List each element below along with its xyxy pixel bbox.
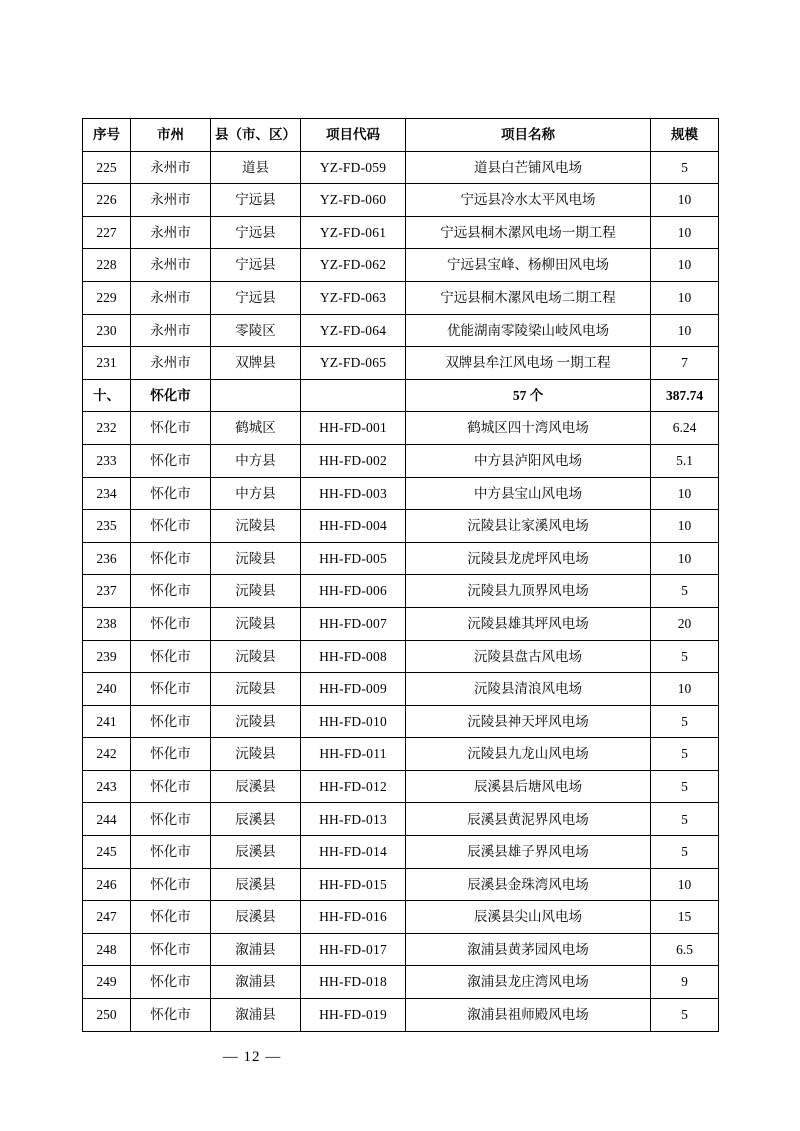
cell-no: 231 [83,347,131,380]
cell-city: 怀化市 [131,999,211,1032]
cell-no: 226 [83,184,131,217]
cell-city: 永州市 [131,151,211,184]
column-header-no: 序号 [83,119,131,152]
cell-city: 怀化市 [131,542,211,575]
cell-scale: 7 [651,347,719,380]
cell-code: HH-FD-008 [301,640,406,673]
cell-city: 永州市 [131,281,211,314]
cell-county: 中方县 [211,477,301,510]
cell-city: 怀化市 [131,412,211,445]
cell-name: 溆浦县黄茅园风电场 [406,933,651,966]
cell-county: 沅陵县 [211,510,301,543]
cell-county: 溆浦县 [211,999,301,1032]
cell-scale: 5 [651,770,719,803]
cell-name: 沅陵县神天坪风电场 [406,705,651,738]
cell-city: 怀化市 [131,901,211,934]
cell-scale: 20 [651,607,719,640]
cell-name: 沅陵县雄其坪风电场 [406,607,651,640]
cell-county: 鹤城区 [211,412,301,445]
cell-no: 230 [83,314,131,347]
cell-code: HH-FD-012 [301,770,406,803]
table-row [83,151,719,184]
project-list-table [82,118,719,1032]
cell-no: 229 [83,281,131,314]
cell-county: 宁远县 [211,249,301,282]
cell-county: 中方县 [211,444,301,477]
cell-county: 宁远县 [211,216,301,249]
cell-name: 溆浦县祖师殿风电场 [406,999,651,1032]
cell-no: 十、 [83,379,131,412]
cell-scale: 387.74 [651,379,719,412]
cell-city: 永州市 [131,347,211,380]
cell-city: 怀化市 [131,966,211,999]
cell-name: 宁远县宝峰、杨柳田风电场 [406,249,651,282]
cell-scale: 5 [651,836,719,869]
cell-code: YZ-FD-061 [301,216,406,249]
cell-name: 辰溪县后塘风电场 [406,770,651,803]
cell-name: 辰溪县尖山风电场 [406,901,651,934]
cell-name: 辰溪县黄泥界风电场 [406,803,651,836]
cell-no: 243 [83,770,131,803]
cell-scale: 5 [651,999,719,1032]
cell-city: 怀化市 [131,933,211,966]
table-row [83,542,719,575]
cell-code: YZ-FD-060 [301,184,406,217]
table-row [83,347,719,380]
cell-scale: 10 [651,542,719,575]
cell-code: HH-FD-015 [301,868,406,901]
cell-name: 沅陵县九顶界风电场 [406,575,651,608]
cell-scale: 9 [651,966,719,999]
cell-city: 怀化市 [131,477,211,510]
cell-scale: 10 [651,184,719,217]
cell-name: 辰溪县金珠湾风电场 [406,868,651,901]
cell-scale: 10 [651,314,719,347]
cell-code: HH-FD-010 [301,705,406,738]
table-row [83,575,719,608]
table-section-row [83,379,719,412]
cell-name: 沅陵县盘古风电场 [406,640,651,673]
cell-no: 245 [83,836,131,869]
table-row [83,901,719,934]
cell-county: 辰溪县 [211,868,301,901]
cell-no: 239 [83,640,131,673]
cell-city: 怀化市 [131,770,211,803]
cell-no: 228 [83,249,131,282]
table-row [83,444,719,477]
cell-county: 宁远县 [211,184,301,217]
table-row [83,705,719,738]
cell-no: 241 [83,705,131,738]
cell-county: 溆浦县 [211,966,301,999]
cell-no: 235 [83,510,131,543]
cell-code: YZ-FD-059 [301,151,406,184]
cell-name: 溆浦县龙庄湾风电场 [406,966,651,999]
cell-scale: 10 [651,477,719,510]
cell-code: HH-FD-007 [301,607,406,640]
cell-city: 怀化市 [131,607,211,640]
cell-county: 沅陵县 [211,705,301,738]
cell-no: 240 [83,673,131,706]
cell-scale: 10 [651,673,719,706]
column-header-name: 项目名称 [406,119,651,152]
cell-name: 优能湖南零陵梁山岐风电场 [406,314,651,347]
cell-county: 溆浦县 [211,933,301,966]
cell-code: HH-FD-019 [301,999,406,1032]
table-row [83,281,719,314]
cell-name: 中方县泸阳风电场 [406,444,651,477]
cell-no: 227 [83,216,131,249]
cell-scale: 5 [651,151,719,184]
cell-no: 234 [83,477,131,510]
page-number [0,1049,800,1066]
cell-city: 怀化市 [131,510,211,543]
cell-city: 怀化市 [131,444,211,477]
cell-no: 242 [83,738,131,771]
table-row [83,216,719,249]
column-header-code: 项目代码 [301,119,406,152]
cell-city: 怀化市 [131,673,211,706]
cell-county: 宁远县 [211,281,301,314]
cell-county: 辰溪县 [211,836,301,869]
cell-county: 沅陵县 [211,738,301,771]
cell-no: 246 [83,868,131,901]
table-row [83,803,719,836]
column-header-city: 市州 [131,119,211,152]
cell-name: 沅陵县让家溪风电场 [406,510,651,543]
cell-scale: 10 [651,216,719,249]
cell-scale: 10 [651,281,719,314]
cell-code: HH-FD-016 [301,901,406,934]
table-row [83,412,719,445]
cell-county: 沅陵县 [211,673,301,706]
cell-scale: 15 [651,901,719,934]
cell-code: HH-FD-013 [301,803,406,836]
cell-code: HH-FD-001 [301,412,406,445]
cell-county: 辰溪县 [211,901,301,934]
cell-city: 永州市 [131,184,211,217]
cell-no: 250 [83,999,131,1032]
cell-name: 宁远县桐木漯风电场二期工程 [406,281,651,314]
cell-code: HH-FD-017 [301,933,406,966]
cell-county: 沅陵县 [211,607,301,640]
cell-name: 沅陵县清浪风电场 [406,673,651,706]
cell-scale: 5 [651,803,719,836]
cell-scale: 5 [651,738,719,771]
cell-city: 永州市 [131,314,211,347]
cell-name: 双牌县牟江风电场 一期工程 [406,347,651,380]
cell-code: HH-FD-003 [301,477,406,510]
cell-no: 249 [83,966,131,999]
cell-name: 道县白芒铺风电场 [406,151,651,184]
cell-code [301,379,406,412]
cell-no: 233 [83,444,131,477]
cell-county: 辰溪县 [211,803,301,836]
cell-scale: 5 [651,705,719,738]
cell-city: 怀化市 [131,868,211,901]
cell-county: 沅陵县 [211,542,301,575]
cell-scale: 6.24 [651,412,719,445]
cell-county: 沅陵县 [211,640,301,673]
cell-county: 沅陵县 [211,575,301,608]
cell-name: 57 个 [406,379,651,412]
cell-scale: 5 [651,640,719,673]
column-header-scale: 规模 [651,119,719,152]
cell-scale: 6.5 [651,933,719,966]
cell-city: 怀化市 [131,379,211,412]
cell-scale: 10 [651,868,719,901]
cell-name: 鹤城区四十湾风电场 [406,412,651,445]
table-row [83,510,719,543]
table-row [83,770,719,803]
table-row [83,673,719,706]
cell-county: 道县 [211,151,301,184]
cell-name: 宁远县桐木漯风电场一期工程 [406,216,651,249]
cell-city: 怀化市 [131,575,211,608]
cell-code: HH-FD-014 [301,836,406,869]
cell-name: 沅陵县九龙山风电场 [406,738,651,771]
cell-city: 怀化市 [131,738,211,771]
cell-code: HH-FD-006 [301,575,406,608]
cell-scale: 5.1 [651,444,719,477]
table-row [83,607,719,640]
cell-code: HH-FD-018 [301,966,406,999]
cell-code: HH-FD-005 [301,542,406,575]
cell-no: 247 [83,901,131,934]
cell-county: 零陵区 [211,314,301,347]
table-row [83,999,719,1032]
cell-code: HH-FD-011 [301,738,406,771]
table-row [83,640,719,673]
cell-no: 248 [83,933,131,966]
cell-city: 永州市 [131,249,211,282]
cell-name: 中方县宝山风电场 [406,477,651,510]
cell-no: 236 [83,542,131,575]
cell-code: HH-FD-004 [301,510,406,543]
cell-scale: 10 [651,510,719,543]
column-header-county: 县（市、区） [211,119,301,152]
cell-city: 怀化市 [131,640,211,673]
table-row [83,184,719,217]
table-row [83,738,719,771]
cell-code: YZ-FD-064 [301,314,406,347]
cell-city: 怀化市 [131,803,211,836]
cell-county: 辰溪县 [211,770,301,803]
cell-code: YZ-FD-063 [301,281,406,314]
cell-city: 怀化市 [131,836,211,869]
table-row [83,249,719,282]
cell-code: YZ-FD-065 [301,347,406,380]
cell-no: 244 [83,803,131,836]
table-row [83,836,719,869]
cell-code: YZ-FD-062 [301,249,406,282]
cell-name: 宁远县冷水太平风电场 [406,184,651,217]
cell-no: 232 [83,412,131,445]
cell-no: 225 [83,151,131,184]
table-row [83,966,719,999]
table-header [83,119,719,152]
cell-code: HH-FD-009 [301,673,406,706]
page-number-text: — 12 — [222,1049,282,1065]
table-row [83,868,719,901]
cell-county: 双牌县 [211,347,301,380]
cell-city: 怀化市 [131,705,211,738]
cell-no: 238 [83,607,131,640]
table-row [83,933,719,966]
table-header-row [83,119,719,152]
cell-no: 237 [83,575,131,608]
cell-scale: 10 [651,249,719,282]
cell-code: HH-FD-002 [301,444,406,477]
cell-city: 永州市 [131,216,211,249]
cell-name: 辰溪县雄子界风电场 [406,836,651,869]
cell-name: 沅陵县龙虎坪风电场 [406,542,651,575]
cell-county [211,379,301,412]
table-body [83,151,719,1031]
cell-scale: 5 [651,575,719,608]
table-row [83,477,719,510]
table-row [83,314,719,347]
